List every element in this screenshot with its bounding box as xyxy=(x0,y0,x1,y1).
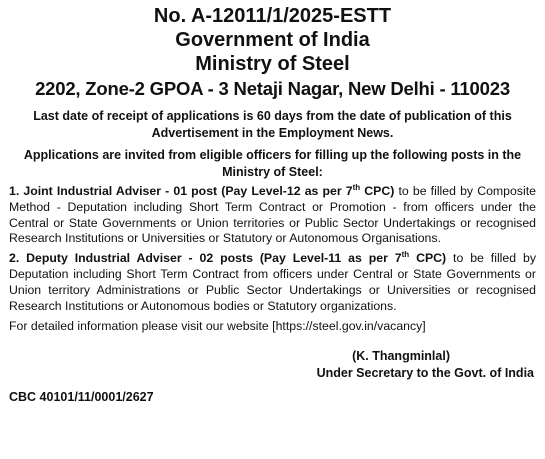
reference-number: No. A-12011/1/2025-ESTT xyxy=(153,5,392,27)
address-heading: 2202, Zone-2 GPOA - 3 Netaji Nagar, New Delhi - 110023 xyxy=(35,78,510,99)
ministry-heading: Ministry of Steel xyxy=(195,53,350,75)
post-1-paragraph xyxy=(9,184,536,247)
government-heading: Government of India xyxy=(175,29,370,51)
cbc-code: CBC 40101/11/0001/2627 xyxy=(9,390,154,405)
signatory-designation: Under Secretary to the Govt. of India xyxy=(316,366,534,381)
post-1-title: 1. Joint Industrial Adviser - 01 post (Pay Level-12 as per 7th CPC) xyxy=(9,182,395,198)
signatory-name: (K. Thangminlal) xyxy=(352,349,450,364)
post-2-title: 2. Deputy Industrial Adviser - 02 posts (Pay Level-11 as per 7th CPC) xyxy=(9,250,447,266)
post-1-description: to be filled by Composite Method - Deputation including Short Term Contract or Promotion - from officers under the Central or State Governments or Union territories or Public Sector Undertakings or recognised Research Institutions or Universities or Statutory or Autonomous Organisations. xyxy=(9,184,536,246)
post-2-paragraph xyxy=(9,251,536,314)
website-info-line: For detailed information please visit our website [https://steel.gov.in/vacancy] xyxy=(9,319,426,334)
post-2-description: to be filled by Deputation including Short Term Contract from officers under Central or State Governments or Union territory Administrations or Public Sector Undertakings or Universities or recognised Research Institutions or Autonomous bodies or Statutory organizations. xyxy=(9,251,536,313)
invitation-text: Applications are invited from eligible officers for filling up the following posts in the Ministry of Steel: xyxy=(23,148,522,179)
last-date-note: Last date of receipt of applications is 60 days from the date of publication of this Advertisement in the Employment News. xyxy=(33,109,512,140)
